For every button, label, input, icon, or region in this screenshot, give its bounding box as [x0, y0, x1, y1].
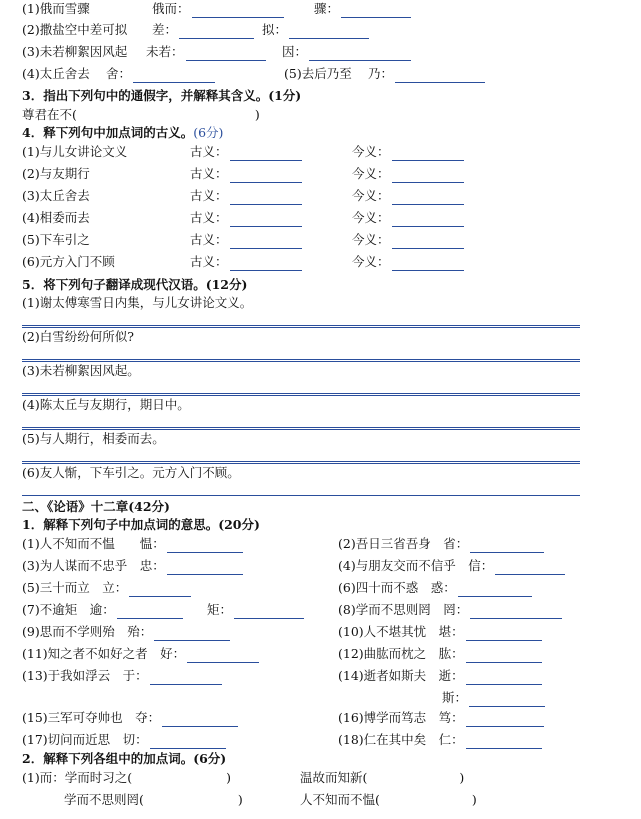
q4-item-text: (1)与儿女讲论文义: [22, 144, 128, 159]
sec2-right-item: (18)仁在其中矣 仁：: [338, 731, 542, 749]
answer-blank[interactable]: [392, 235, 464, 249]
q4-item-text: (4)相委而去: [22, 210, 90, 225]
sec2-right-item: (14)逝者如斯夫 逝：: [338, 667, 542, 685]
s1-label: 未若：: [146, 43, 266, 61]
s1-label: 差：: [152, 21, 254, 39]
answer-blank[interactable]: [230, 169, 302, 183]
sec2-right-item: (2)吾日三省吾身 省：: [338, 535, 544, 553]
sec2-extra-label: 矩：: [207, 601, 304, 619]
answer-blank[interactable]: [230, 147, 302, 161]
jin-yi-label: 今义：: [352, 209, 464, 227]
answer-line[interactable]: [22, 361, 580, 362]
gu-yi-label: 古义：: [190, 143, 302, 161]
sec2-right-item: (12)曲肱而枕之 肱：: [338, 645, 542, 663]
answer-blank[interactable]: [470, 539, 544, 553]
answer-blank[interactable]: [466, 735, 542, 749]
answer-blank[interactable]: [495, 561, 565, 575]
gu-yi-label: 古义：: [190, 165, 302, 183]
answer-line[interactable]: [22, 327, 580, 328]
sec2-left-item: (1)人不知而不愠 愠：: [22, 535, 243, 553]
answer-blank[interactable]: [192, 4, 284, 18]
answer-blank[interactable]: [234, 605, 304, 619]
sec2-left-item: (13)于我如浮云 于：: [22, 667, 222, 685]
sec2-left-item: (3)为人谋而不忠乎 忠：: [22, 557, 243, 575]
sec2-left-item: (15)三军可夺帅也 夺：: [22, 709, 238, 727]
gu-yi-label: 古义：: [190, 187, 302, 205]
q4-item-text: (3)太丘舍去: [22, 188, 90, 203]
answer-blank[interactable]: [466, 671, 542, 685]
answer-blank[interactable]: [230, 191, 302, 205]
answer-line[interactable]: [22, 495, 580, 496]
answer-blank[interactable]: [466, 649, 542, 663]
sec2-si-label: 斯：: [442, 689, 545, 707]
answer-line[interactable]: [22, 395, 580, 396]
answer-blank[interactable]: [469, 693, 545, 707]
answer-line[interactable]: [22, 325, 580, 326]
answer-blank[interactable]: [289, 25, 369, 39]
answer-line[interactable]: [22, 427, 580, 428]
q5-item: (1)谢太傅寒雪日内集，与儿女讲论文义。: [22, 295, 253, 310]
s1-item-text: (5)去后乃至: [284, 66, 352, 81]
answer-blank[interactable]: [179, 25, 254, 39]
answer-blank[interactable]: [395, 69, 485, 83]
gu-yi-label: 古义：: [190, 231, 302, 249]
answer-blank[interactable]: [392, 147, 464, 161]
sec2-right-item: (6)四十而不惑 惑：: [338, 579, 532, 597]
sec2-q2-title: 2．解释下列各组中的加点词。(6分): [22, 751, 227, 766]
jin-yi-label: 今义：: [352, 187, 464, 205]
answer-blank[interactable]: [150, 735, 226, 749]
answer-blank[interactable]: [133, 69, 215, 83]
gu-yi-label: 古义：: [190, 209, 302, 227]
answer-line[interactable]: [22, 429, 580, 430]
answer-blank[interactable]: [230, 257, 302, 271]
answer-blank[interactable]: [167, 539, 243, 553]
sec2-left-item: (5)三十而立 立：: [22, 579, 191, 597]
s1-label: 因：: [282, 43, 411, 61]
section2-title: 二、《论语》十二章(42分): [22, 499, 170, 514]
answer-line[interactable]: [22, 359, 580, 360]
sec2-left-item: (7)不逾矩 逾：: [22, 601, 183, 619]
sec2-right-item: (16)博学而笃志 笃：: [338, 709, 544, 727]
s1-label: 俄而：: [152, 0, 284, 18]
sec2-right-item: (4)与朋友交而不信乎 信：: [338, 557, 565, 575]
sec2-left-item: (17)切问而近思 切：: [22, 731, 226, 749]
q5-item: (5)与人期行，相委而去。: [22, 431, 165, 446]
s1-label: 乃：: [368, 65, 485, 83]
answer-blank[interactable]: [470, 605, 562, 619]
jin-yi-label: 今义：: [352, 165, 464, 183]
q5-item: (3)未若柳絮因风起。: [22, 363, 140, 378]
s1-label: 拟：: [262, 21, 369, 39]
jin-yi-label: 今义：: [352, 231, 464, 249]
s1-item-text: (1)俄而雪骤: [22, 1, 90, 16]
jin-yi-label: 今义：: [352, 143, 464, 161]
s1-label: 骤：: [314, 0, 411, 18]
answer-blank[interactable]: [187, 649, 259, 663]
s1-label: 舍：: [106, 65, 215, 83]
answer-line[interactable]: [22, 393, 580, 394]
answer-blank[interactable]: [392, 213, 464, 227]
s1-item-text: (4)太丘舍去: [22, 66, 90, 81]
sec2-right-item: (8)学而不思则罔 罔：: [338, 601, 562, 619]
answer-blank[interactable]: [129, 583, 191, 597]
q3-line: 尊君在不( ): [22, 107, 260, 122]
q5-item: (6)友人惭，下车引之。元方入门不顾。: [22, 465, 240, 480]
answer-blank[interactable]: [392, 191, 464, 205]
answer-blank[interactable]: [167, 561, 243, 575]
q5-title: 5．将下列句子翻译成现代汉语。(12分): [22, 277, 248, 292]
q5-item: (4)陈太丘与友期行，期日中。: [22, 397, 190, 412]
answer-blank[interactable]: [150, 671, 222, 685]
jin-yi-label: 今义：: [352, 253, 464, 271]
answer-line[interactable]: [22, 463, 580, 464]
answer-blank[interactable]: [392, 169, 464, 183]
sec2-left-item: (9)思而不学则殆 殆：: [22, 623, 230, 641]
s1-item-text: (3)未若柳絮因风起: [22, 44, 128, 59]
answer-blank[interactable]: [230, 235, 302, 249]
gu-yi-label: 古义：: [190, 253, 302, 271]
q4-item-text: (6)元方入门不顾: [22, 254, 115, 269]
answer-blank[interactable]: [117, 605, 183, 619]
sec2-right-item: (10)人不堪其忧 堪：: [338, 623, 542, 641]
answer-blank[interactable]: [341, 4, 411, 18]
answer-blank[interactable]: [186, 47, 266, 61]
answer-blank[interactable]: [458, 583, 532, 597]
answer-blank[interactable]: [466, 627, 542, 641]
answer-blank[interactable]: [162, 713, 238, 727]
answer-blank[interactable]: [154, 627, 230, 641]
answer-blank[interactable]: [309, 47, 411, 61]
s1-item-text: (2)撒盐空中差可拟: [22, 22, 128, 37]
q4-title: 4．释下列句中加点词的古义。(6分): [22, 125, 224, 140]
sec2-left-item: (11)知之者不如好之者 好：: [22, 645, 259, 663]
answer-blank[interactable]: [230, 213, 302, 227]
answer-blank[interactable]: [466, 713, 544, 727]
q4-item-text: (5)下车引之: [22, 232, 90, 247]
answer-line[interactable]: [22, 461, 580, 462]
q3-title: 3．指出下列句中的通假字，并解释其含义。(1分): [22, 88, 302, 103]
answer-blank[interactable]: [392, 257, 464, 271]
q4-item-text: (2)与友期行: [22, 166, 90, 181]
sec2-q1-title: 1．解释下列句子中加点词的意思。(20分): [22, 517, 260, 532]
q5-item: (2)白雪纷纷何所似?: [22, 329, 134, 344]
